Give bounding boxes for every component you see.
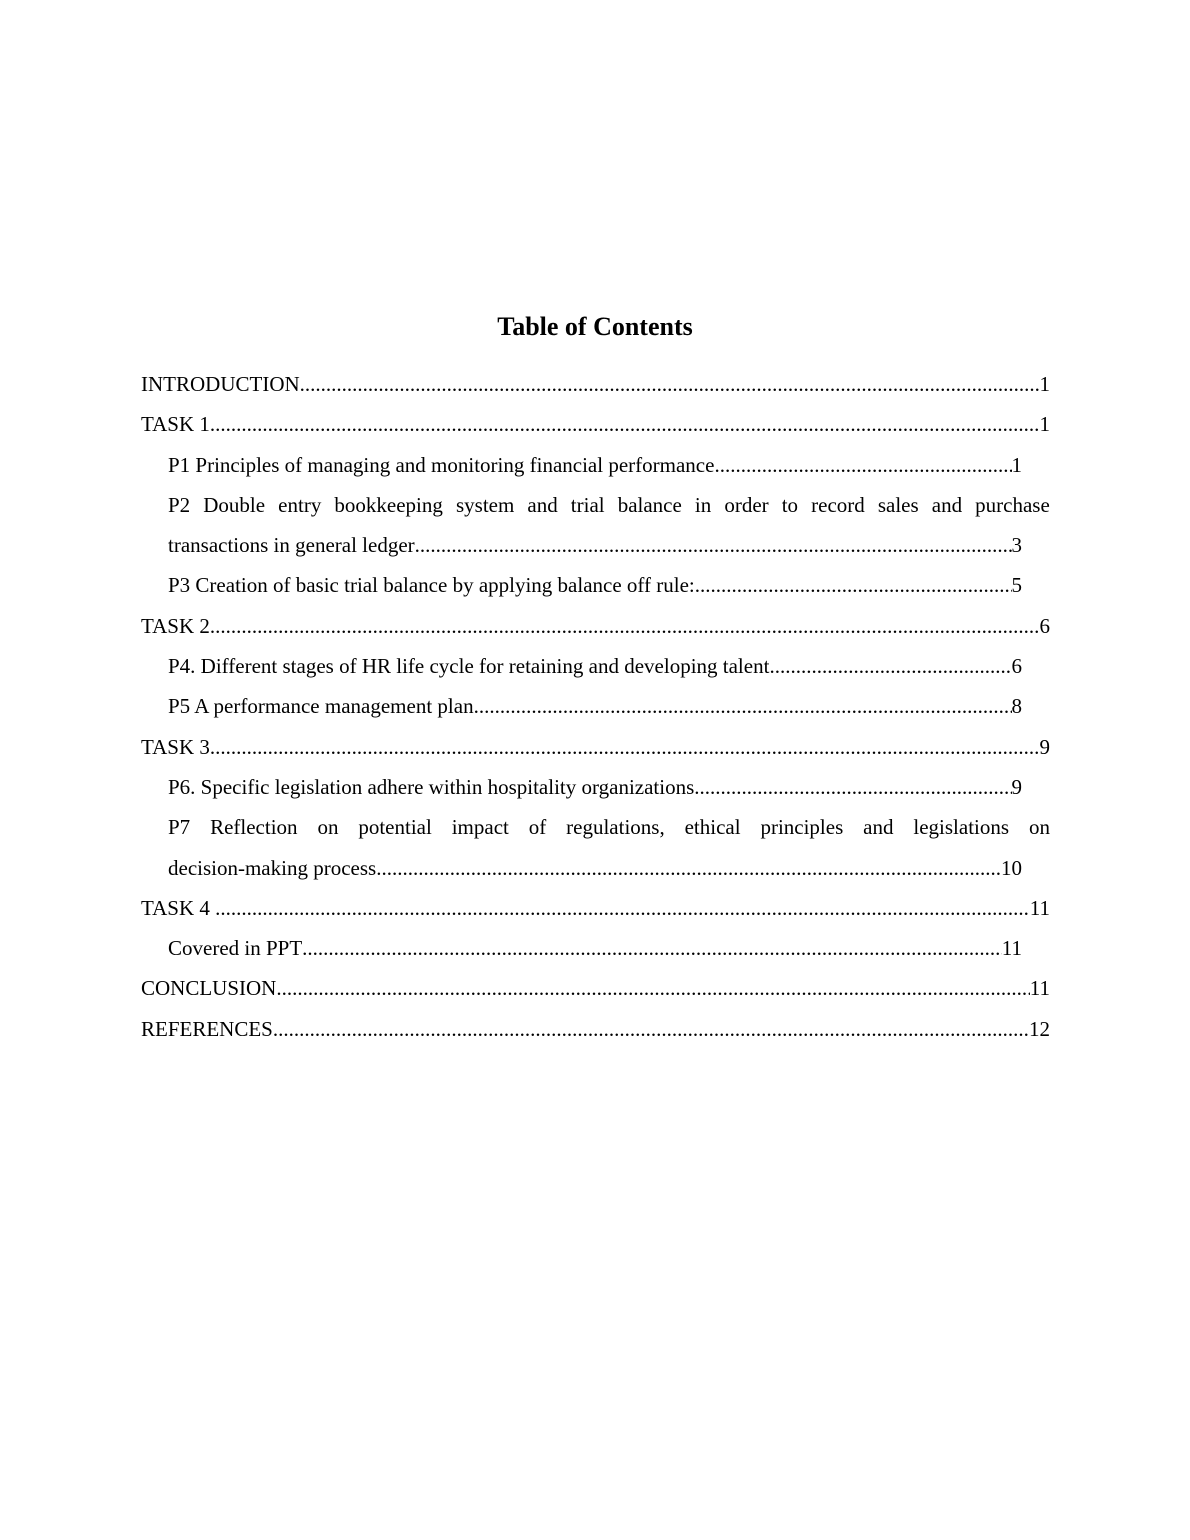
toc-entry-label: Covered in PPT (168, 936, 303, 961)
toc-entry-label: INTRODUCTION (141, 372, 300, 396)
toc-page-number: 1 (1039, 372, 1050, 396)
toc-page-number: 10 (1001, 855, 1022, 880)
toc-word: bookkeeping (334, 492, 443, 517)
toc-leader-dots (215, 888, 1030, 928)
toc-page-number: 11 (1029, 895, 1050, 920)
toc-entry-p6[interactable] (168, 767, 1022, 807)
toc-word: system (455, 492, 515, 517)
toc-word: order (724, 492, 769, 517)
toc-entry-task-1[interactable] (141, 404, 1050, 444)
toc-entry-label: TASK 4 (141, 895, 216, 920)
toc-entry-covered-in-ppt[interactable] (168, 928, 1022, 968)
toc-leader-dots (474, 686, 1012, 726)
toc-word: in (694, 492, 712, 517)
toc-page-number: 6 (1011, 654, 1022, 679)
toc-word: and (863, 815, 894, 840)
toc-entry-label: REFERENCES (141, 1016, 273, 1041)
toc-word: and (527, 492, 558, 517)
toc-entry-label-line-1 (168, 485, 1050, 525)
toc-entry-label: TASK 1 (141, 412, 210, 437)
toc-entry-p4[interactable] (168, 646, 1022, 686)
toc-word: impact (451, 815, 509, 840)
toc-leader-dots (694, 767, 1011, 807)
toc-word: ethical (684, 815, 741, 840)
toc-entry-label: TASK 2 (141, 613, 210, 638)
toc-page-number: 12 (1029, 1016, 1050, 1041)
toc-entry-p7[interactable] (168, 807, 1050, 888)
toc-word: to (781, 492, 799, 517)
toc-entry-label: P1 Principles of managing and monitoring financial performance (168, 452, 715, 477)
toc-word: potential (358, 815, 432, 840)
toc-entry-label-line-2: decision-making process (168, 855, 377, 880)
toc-page-number: 1 (1039, 412, 1050, 437)
toc-entry-task-2[interactable] (141, 606, 1050, 646)
toc-entry-label: P3 Creation of basic trial balance by applying balance off rule: (168, 573, 695, 598)
toc-leader-dots (210, 404, 1040, 444)
toc-page-number: 6 (1039, 613, 1050, 638)
toc-word: legislations (913, 815, 1010, 840)
toc-word: purchase (975, 492, 1050, 517)
toc-entry-conclusion[interactable] (141, 968, 1050, 1008)
toc-entry-label: P6. Specific legislation adhere within hospitality organizations (168, 774, 695, 799)
toc-entry-references[interactable] (141, 1009, 1050, 1049)
toc-word: Double (203, 492, 266, 517)
toc-word: entry (278, 492, 322, 517)
toc-entry-label: P4. Different stages of HR life cycle for retaining and developing talent (168, 654, 770, 679)
toc-entry-label-line-2: transactions in general ledger (168, 533, 415, 558)
toc-entry-label: CONCLUSION (141, 976, 277, 1001)
toc-word: sales (877, 492, 919, 517)
toc-justified-line (168, 807, 1050, 847)
toc-entry-p3[interactable] (168, 565, 1022, 605)
toc-page-number: 3 (1011, 533, 1022, 558)
toc-word: on (1028, 815, 1050, 840)
toc-word: record (811, 492, 865, 517)
toc-word: P2 (168, 492, 191, 517)
toc-word: and (931, 492, 963, 517)
toc-leader-dots (769, 646, 1011, 686)
toc-leader-dots (714, 445, 1011, 485)
toc-entry-task-4[interactable] (141, 888, 1050, 928)
toc-entry-p1[interactable] (168, 445, 1022, 485)
toc-justified-line (168, 485, 1050, 525)
toc-word: balance (617, 492, 682, 517)
toc-leader-dots (302, 928, 1002, 968)
toc-page-number: 9 (1039, 734, 1050, 759)
toc-word: regulations, (566, 815, 665, 840)
toc-list (141, 364, 1050, 1049)
toc-word: P7 (168, 815, 191, 840)
toc-leader-dots (210, 606, 1040, 646)
toc-page-number: 11 (1029, 976, 1050, 1001)
toc-entry-introduction[interactable] (141, 364, 1050, 404)
toc-leader-dots (210, 727, 1040, 767)
toc-entry-p5[interactable] (168, 686, 1022, 726)
toc-entry-label: TASK 3 (141, 734, 210, 759)
toc-word: principles (760, 815, 844, 840)
toc-word: trial (570, 492, 605, 517)
toc-entry-label: P5 A performance management plan (168, 694, 474, 719)
toc-word: on (317, 815, 339, 840)
toc-entry-task-3[interactable] (141, 727, 1050, 767)
toc-leader-dots (300, 364, 1040, 404)
toc-leader-dots (415, 525, 1012, 565)
toc-page-number: 1 (1011, 452, 1022, 477)
toc-leader-dots (273, 1009, 1029, 1049)
toc-title: Table of Contents (497, 312, 693, 341)
toc-word: of (528, 815, 547, 840)
toc-leader-dots (376, 848, 1001, 888)
toc-word: Reflection (210, 815, 298, 840)
toc-page-number: 11 (1001, 936, 1022, 961)
toc-entry-p2[interactable] (168, 485, 1050, 566)
toc-leader-dots (276, 968, 1029, 1008)
toc-page-number: 8 (1011, 694, 1022, 719)
toc-entry-label-line-1 (168, 807, 1050, 847)
toc-page-number: 9 (1011, 774, 1022, 799)
toc-page-number: 5 (1011, 573, 1022, 598)
toc-leader-dots (695, 565, 1012, 605)
